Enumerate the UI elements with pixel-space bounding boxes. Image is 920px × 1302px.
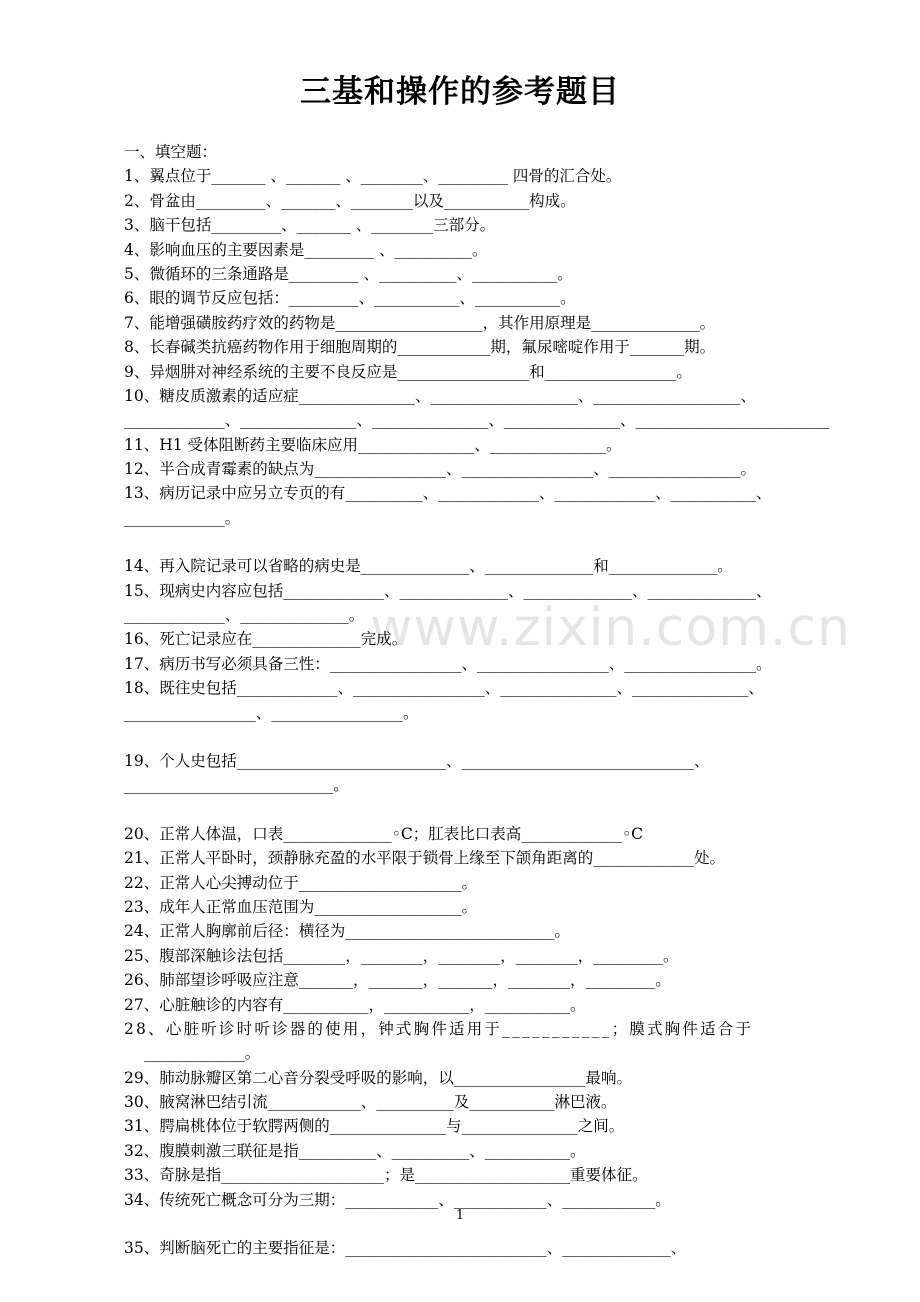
- question-line-continued: _____________、______________。: [124, 606, 365, 625]
- section-heading: 一、填空题：: [124, 143, 218, 161]
- question-line: 19、个人史包括___________________________、______________________________、: [124, 751, 710, 770]
- question-line: 4、影响血压的主要因素是_________ 、__________。: [124, 240, 488, 259]
- question-line: 13、病历记录中应另立专页的有__________、_____________、_____________、___________、: [124, 484, 772, 503]
- question-line: 25、腹部深触诊法包括________，________，________，________，_________。: [124, 946, 679, 965]
- question-line: 5、微循环的三条通路是_________ 、__________、___________。: [124, 264, 573, 283]
- question-line-continued: _____________。: [144, 1044, 261, 1063]
- question-line-continued: ___________________________。: [124, 776, 349, 795]
- question-line: 22、正常人心尖搏动位于_____________________。: [124, 873, 477, 892]
- question-line: 16、死亡记录应在______________完成。: [124, 630, 408, 649]
- question-line: 3、脑干包括_________、_______ 、________三部分。: [124, 216, 496, 235]
- question-line: 14、再入院记录可以省略的病史是______________、______________和______________。: [124, 557, 733, 576]
- question-line: 6、眼的调节反应包括：_________、___________、___________。: [124, 289, 576, 308]
- question-line: 7、能增强磺胺药疗效的药物是___________________，其作用原理是______________。: [124, 313, 716, 332]
- question-line-continued: _____________、_______________、_______________、_______________、_________________________: [124, 411, 830, 430]
- question-line: 10、糖皮质激素的适应症_______________、___________________、___________________、: [124, 386, 756, 405]
- question-line: 8、长春碱类抗癌药物作用于细胞周期的____________期，氟尿嘧啶作用于_______期。: [124, 338, 716, 357]
- question-line: 29、肺动脉瓣区第二心音分裂受呼吸的影响，以_________________最响。: [124, 1068, 632, 1087]
- question-line: 12、半合成青霉素的缺点为_________________、_________________、_________________。: [124, 460, 756, 479]
- question-line: 32、腹膜刺激三联征是指__________、__________、___________。: [124, 1141, 586, 1160]
- question-line: 33、奇脉是指_____________________；是____________________重要体征。: [124, 1166, 648, 1185]
- question-line: 20、正常人体温，口表______________◦C；肛表比口表高_____________◦C: [124, 824, 643, 843]
- question-line: 26、肺部望诊呼吸应注意_______，_______，_______，________，_________。: [124, 971, 671, 990]
- question-line-continued: _________________、_________________。: [124, 703, 419, 722]
- question-line: 18、既往史包括_____________、_________________、_______________、_______________、: [124, 679, 764, 698]
- question-line: 9、异烟肼对神经系统的主要不良反应是_________________和_________________。: [124, 362, 692, 381]
- question-line: 34、传统死亡概念可分为三期：____________、____________、____________。: [124, 1190, 671, 1209]
- question-line: 21、正常人平卧时，颈静脉充盈的水平限于锁骨上缘至下颌角距离的_____________处。: [124, 849, 725, 868]
- page-number: 1: [455, 1208, 465, 1223]
- question-line: 31、腭扁桃体位于软腭两侧的_______________与_______________之间。: [124, 1117, 625, 1136]
- question-line-continued: _____________。: [124, 508, 241, 527]
- watermark: www.zixin.com.cn: [370, 598, 851, 658]
- question-line: 2、骨盆由_________、_______、________以及___________构成。: [124, 191, 576, 210]
- page-title: 三基和操作的参考题目: [300, 74, 620, 110]
- question-line: 17、病历书写必须具备三性：_________________、_________________、_________________。: [124, 654, 772, 673]
- question-list: [124, 140, 920, 1260]
- question-line: 30、腋窝淋巴结引流____________、__________及___________淋巴液。: [124, 1093, 617, 1112]
- question-line: 23、成年人正常血压范围为___________________。: [124, 897, 477, 916]
- question-line: 1、翼点位于_______ 、_______ 、________、_________ 四骨的汇合处。: [124, 167, 622, 186]
- question-line: 28、心脏听诊时听诊器的使用，钟式胸件适用于___________；膜式胸件适合于: [124, 1019, 754, 1038]
- question-line: 15、现病史内容应包括_____________、______________、______________、______________、: [124, 581, 772, 600]
- question-line: 35、判断脑死亡的主要指征是：__________________________、______________、: [124, 1239, 687, 1258]
- question-line: 11、H1 受体阻断药主要临床应用_______________、_______________。: [124, 435, 622, 454]
- question-line: 24、正常人胸廓前后径：横径为___________________________。: [124, 922, 570, 941]
- question-line: 27、心脏触诊的内容有___________，___________，___________。: [124, 995, 586, 1014]
